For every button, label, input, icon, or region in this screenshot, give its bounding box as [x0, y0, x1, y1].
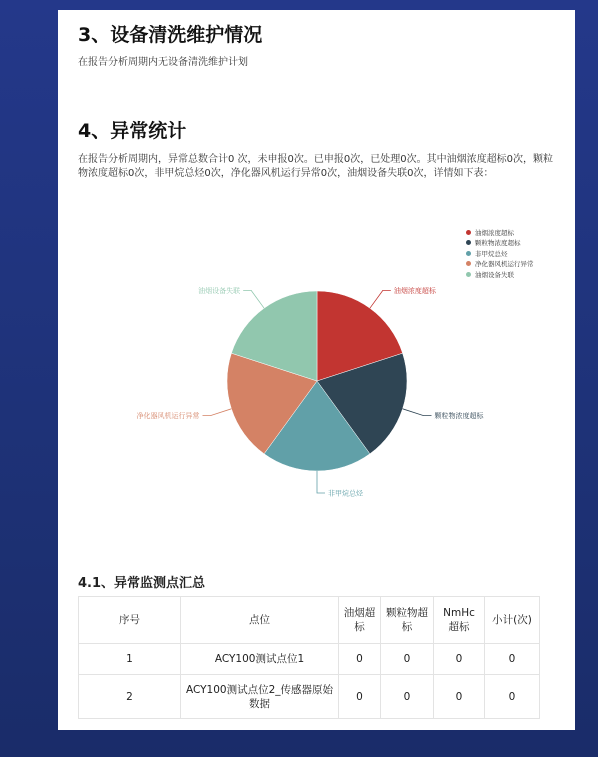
- legend-swatch: [466, 261, 471, 266]
- col-header-oil-fume: 油烟超标: [339, 597, 381, 644]
- legend-label: 油烟设备失联: [475, 270, 514, 279]
- pie-label-line: [243, 290, 264, 308]
- legend-item[interactable]: [466, 269, 534, 280]
- pie-slice-label: 油烟浓度超标: [393, 286, 436, 295]
- cell-particulate: 0: [381, 675, 434, 719]
- section-3-text: 在报告分析周期内无设备清洗维护计划: [78, 57, 248, 68]
- legend-swatch: [466, 230, 471, 235]
- pie-slice-label: 非甲烷总烃: [328, 489, 363, 498]
- pie-label-line: [202, 409, 231, 416]
- cell-nmhc: 0: [434, 675, 485, 719]
- cell-oil-fume: 0: [339, 675, 381, 719]
- legend-swatch: [466, 240, 471, 245]
- legend-label: 非甲烷总烃: [475, 249, 508, 258]
- cell-subtotal: 0: [485, 644, 540, 675]
- col-header-subtotal: 小计(次): [485, 597, 540, 644]
- cell-particulate: 0: [381, 644, 434, 675]
- cell-oil-fume: 0: [339, 644, 381, 675]
- pie-slice-label: 油烟设备失联: [198, 286, 241, 295]
- pie-slice-label: 颗粒物浓度超标: [434, 412, 484, 421]
- anomaly-points-table: [78, 596, 540, 719]
- legend-label: 油烟浓度超标: [475, 228, 514, 237]
- legend-item[interactable]: [466, 238, 534, 249]
- col-header-nmhc: NmHc超标: [434, 597, 485, 644]
- legend-swatch: [466, 272, 471, 277]
- section-3-title: 3、设备清洗维护情况: [78, 24, 263, 46]
- legend-swatch: [466, 251, 471, 256]
- col-header-particulate: 颗粒物超标: [381, 597, 434, 644]
- col-header-point: 点位: [181, 597, 339, 644]
- report-page: [58, 10, 575, 730]
- legend-item[interactable]: [466, 227, 534, 238]
- table-row: [79, 675, 540, 719]
- legend-item[interactable]: [466, 259, 534, 270]
- legend-item[interactable]: [466, 248, 534, 259]
- section-4-title: 4、异常统计: [78, 120, 187, 142]
- cell-point: ACY100测试点位1: [181, 644, 339, 675]
- cell-index: 1: [79, 644, 181, 675]
- section-4-1-title: 4.1、异常监测点汇总: [78, 576, 206, 591]
- pie-label-line: [317, 471, 325, 493]
- cell-point: ACY100测试点位2_传感器原始数据: [181, 675, 339, 719]
- pie-label-line: [403, 409, 432, 416]
- cell-index: 2: [79, 675, 181, 719]
- pie-slice-label: 净化器风机运行异常: [136, 412, 200, 421]
- cell-nmhc: 0: [434, 644, 485, 675]
- legend-label: 净化器风机运行异常: [475, 260, 534, 269]
- section-4-text: 在报告分析周期内，异常总数合计0 次，未申报0次。已申报0次，已处理0次。其中油烟浓度超标0次，颗粒物浓度超标0次，非甲烷总烃0次，净化器风机运行异常0次，油烟设备失联0次，详情如下表：: [78, 154, 553, 179]
- cell-subtotal: 0: [485, 675, 540, 719]
- legend-label: 颗粒物浓度超标: [475, 239, 521, 248]
- table-header-row: [79, 597, 540, 644]
- chart-legend: [466, 227, 534, 280]
- col-header-index: 序号: [79, 597, 181, 644]
- table-row: [79, 644, 540, 675]
- pie-label-line: [370, 290, 391, 308]
